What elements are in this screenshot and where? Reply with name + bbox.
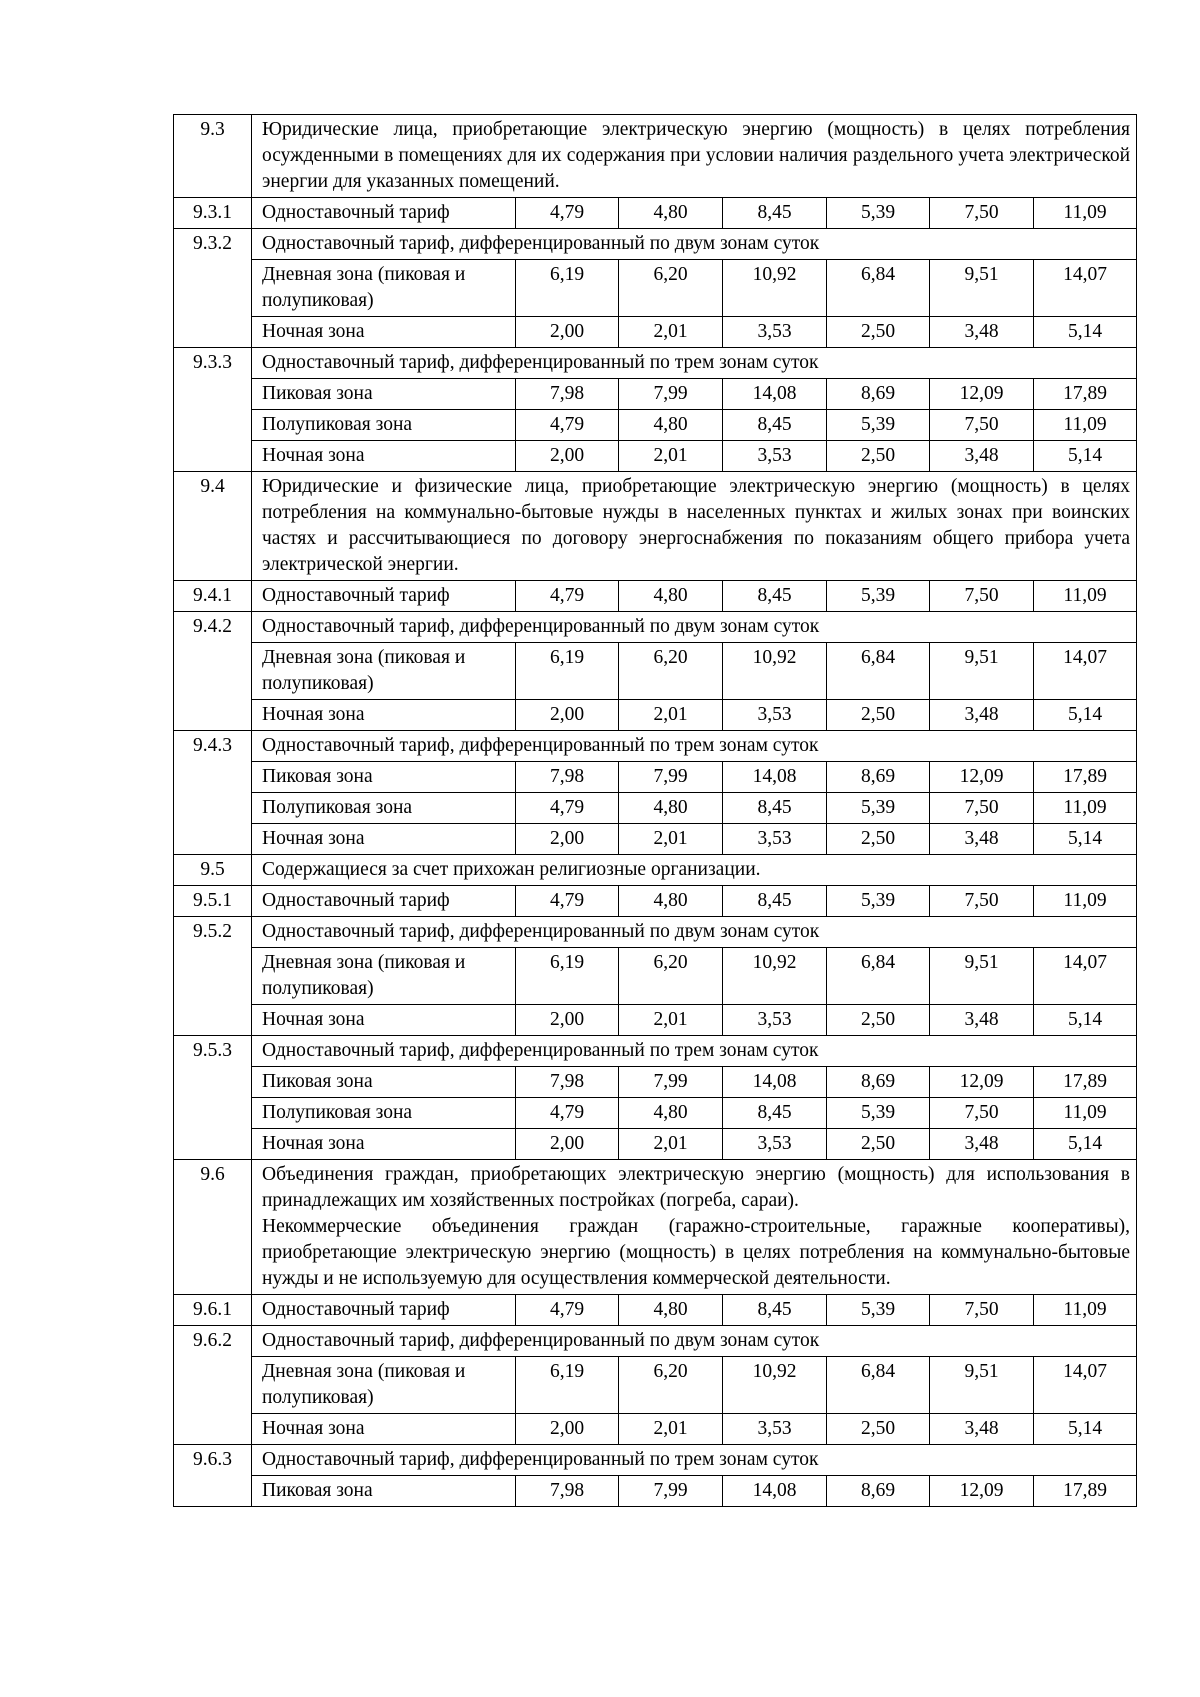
section-code: 9.3 (174, 115, 252, 198)
zone-value: 2,01 (619, 824, 723, 855)
tariff-value: 7,50 (930, 581, 1034, 612)
tariff-value: 4,79 (516, 886, 619, 917)
zone-row (174, 441, 1137, 472)
zone-value: 3,48 (930, 1414, 1034, 1445)
zone-value: 5,39 (827, 793, 930, 824)
tariff-code: 9.6.2 (174, 1326, 252, 1445)
zone-value: 7,50 (930, 1098, 1034, 1129)
tariff-group-label: Одноставочный тариф, дифференцированный по трем зонам суток (252, 348, 1137, 379)
zone-value: 11,09 (1034, 793, 1137, 824)
zone-label: Ночная зона (252, 824, 516, 855)
zone-value: 11,09 (1034, 1098, 1137, 1129)
zone-value: 6,20 (619, 1357, 723, 1414)
zone-value: 4,80 (619, 793, 723, 824)
zone-value: 7,98 (516, 1067, 619, 1098)
zone-value: 14,07 (1034, 948, 1137, 1005)
zone-value: 3,53 (723, 317, 827, 348)
zone-value: 6,84 (827, 260, 930, 317)
description-paragraph: Юридические и физические лица, приобретающие электрическую энергию (мощность) в целях потребления на коммунально-бытовые нужды в населенных пунктах и жилых зонах при воинских частях и рассчитывающиеся по договору энергоснабжения по показаниям общего прибора учета электрической энергии. (262, 476, 1131, 575)
zone-value: 17,89 (1034, 1476, 1137, 1507)
zone-value: 6,20 (619, 948, 723, 1005)
tariff-code: 9.4.1 (174, 581, 252, 612)
tariff-code: 9.5.1 (174, 886, 252, 917)
zone-value: 3,48 (930, 1129, 1034, 1160)
zone-value: 7,98 (516, 379, 619, 410)
zone-row (174, 1098, 1137, 1129)
zone-row (174, 379, 1137, 410)
section-code: 9.6 (174, 1160, 252, 1295)
zone-value: 7,50 (930, 410, 1034, 441)
tariff-label: Одноставочный тариф (252, 1295, 516, 1326)
zone-value: 8,69 (827, 379, 930, 410)
tariff-value: 4,79 (516, 1295, 619, 1326)
zone-value: 2,50 (827, 824, 930, 855)
zone-value: 3,53 (723, 700, 827, 731)
zone-value: 2,01 (619, 1005, 723, 1036)
zone-label: Ночная зона (252, 1129, 516, 1160)
zone-value: 12,09 (930, 1067, 1034, 1098)
tariff-group-label: Одноставочный тариф, дифференцированный по трем зонам суток (252, 1036, 1137, 1067)
zone-label: Пиковая зона (252, 1067, 516, 1098)
zone-value: 9,51 (930, 1357, 1034, 1414)
zone-value: 17,89 (1034, 1067, 1137, 1098)
zone-value: 7,99 (619, 1476, 723, 1507)
section-code: 9.5 (174, 855, 252, 886)
zone-value: 14,07 (1034, 260, 1137, 317)
zone-value: 6,84 (827, 1357, 930, 1414)
tariff-value: 8,45 (723, 581, 827, 612)
tariff-value: 5,39 (827, 198, 930, 229)
zone-label: Дневная зона (пиковая и полупиковая) (252, 260, 516, 317)
zone-value: 6,19 (516, 643, 619, 700)
zone-row (174, 1357, 1137, 1414)
tariff-row (174, 731, 1137, 762)
tariff-value: 11,09 (1034, 198, 1137, 229)
zone-label: Полупиковая зона (252, 1098, 516, 1129)
tariff-group-label: Одноставочный тариф, дифференцированный по трем зонам суток (252, 1445, 1137, 1476)
zone-value: 2,50 (827, 1005, 930, 1036)
tariff-code: 9.4.3 (174, 731, 252, 855)
zone-value: 9,51 (930, 643, 1034, 700)
zone-value: 3,53 (723, 824, 827, 855)
zone-value: 5,14 (1034, 441, 1137, 472)
tariff-label: Одноставочный тариф (252, 198, 516, 229)
zone-label: Полупиковая зона (252, 410, 516, 441)
tariff-group-label: Одноставочный тариф, дифференцированный по трем зонам суток (252, 731, 1137, 762)
zone-value: 8,69 (827, 762, 930, 793)
zone-value: 5,14 (1034, 1129, 1137, 1160)
tariff-group-label: Одноставочный тариф, дифференцированный по двум зонам суток (252, 229, 1137, 260)
tariff-table (173, 114, 1137, 1507)
zone-row (174, 260, 1137, 317)
zone-value: 12,09 (930, 1476, 1034, 1507)
tariff-group-label: Одноставочный тариф, дифференцированный по двум зонам суток (252, 1326, 1137, 1357)
zone-value: 5,39 (827, 1098, 930, 1129)
tariff-group-label: Одноставочный тариф, дифференцированный по двум зонам суток (252, 917, 1137, 948)
zone-value: 4,79 (516, 1098, 619, 1129)
tariff-row (174, 886, 1137, 917)
section-row (174, 472, 1137, 581)
zone-value: 3,48 (930, 824, 1034, 855)
tariff-label: Одноставочный тариф (252, 886, 516, 917)
tariff-value: 11,09 (1034, 1295, 1137, 1326)
zone-value: 2,01 (619, 441, 723, 472)
zone-value: 2,50 (827, 1414, 930, 1445)
zone-value: 10,92 (723, 1357, 827, 1414)
zone-value: 2,01 (619, 317, 723, 348)
tariff-code: 9.6.3 (174, 1445, 252, 1507)
tariff-code: 9.5.2 (174, 917, 252, 1036)
zone-value: 2,00 (516, 1129, 619, 1160)
zone-value: 7,99 (619, 379, 723, 410)
zone-value: 10,92 (723, 948, 827, 1005)
tariff-value: 11,09 (1034, 886, 1137, 917)
zone-label: Пиковая зона (252, 762, 516, 793)
zone-value: 14,07 (1034, 1357, 1137, 1414)
description-paragraph: Объединения граждан, приобретающих электрическую энергию (мощность) для использования в принадлежащих им хозяйственных постройках (погреба, сараи). (262, 1164, 1131, 1211)
zone-row (174, 948, 1137, 1005)
zone-value: 9,51 (930, 948, 1034, 1005)
section-description (252, 472, 1137, 581)
zone-label: Пиковая зона (252, 379, 516, 410)
tariff-code: 9.6.1 (174, 1295, 252, 1326)
zone-value: 14,08 (723, 762, 827, 793)
zone-value: 5,14 (1034, 317, 1137, 348)
zone-value: 2,00 (516, 1414, 619, 1445)
zone-value: 5,14 (1034, 700, 1137, 731)
zone-value: 5,14 (1034, 824, 1137, 855)
zone-value: 2,01 (619, 1414, 723, 1445)
zone-value: 14,08 (723, 1067, 827, 1098)
zone-value: 7,98 (516, 1476, 619, 1507)
zone-value: 2,50 (827, 317, 930, 348)
zone-value: 4,79 (516, 793, 619, 824)
zone-row (174, 317, 1137, 348)
tariff-row (174, 1445, 1137, 1476)
tariff-value: 4,80 (619, 1295, 723, 1326)
description-paragraph: Юридические лица, приобретающие электрическую энергию (мощность) в целях потребления осужденными в помещениях для их содержания при условии наличия раздельного учета электрической энергии для указанных помещений. (262, 119, 1131, 192)
tariff-row (174, 1326, 1137, 1357)
zone-label: Дневная зона (пиковая и полупиковая) (252, 643, 516, 700)
zone-row (174, 1414, 1137, 1445)
tariff-row (174, 348, 1137, 379)
description-paragraph: Некоммерческие объединения граждан (гаражно-строительные, гаражные кооперативы), приобретающие электрическую энергию (мощность) в целях потребления на коммунально-бытовые нужды и не используемую для осуществления коммерческой деятельности. (262, 1216, 1131, 1289)
tariff-code: 9.3.2 (174, 229, 252, 348)
zone-row (174, 643, 1137, 700)
zone-value: 3,53 (723, 1129, 827, 1160)
tariff-value: 11,09 (1034, 581, 1137, 612)
zone-value: 6,20 (619, 643, 723, 700)
zone-value: 3,53 (723, 441, 827, 472)
tariff-row (174, 612, 1137, 643)
tariff-value: 7,50 (930, 198, 1034, 229)
tariff-group-label: Одноставочный тариф, дифференцированный по двум зонам суток (252, 612, 1137, 643)
zone-value: 17,89 (1034, 762, 1137, 793)
tariff-value: 7,50 (930, 1295, 1034, 1326)
zone-row (174, 410, 1137, 441)
zone-label: Ночная зона (252, 1005, 516, 1036)
tariff-value: 5,39 (827, 581, 930, 612)
zone-value: 5,14 (1034, 1414, 1137, 1445)
zone-value: 5,14 (1034, 1005, 1137, 1036)
zone-value: 10,92 (723, 643, 827, 700)
zone-value: 6,19 (516, 1357, 619, 1414)
section-row (174, 855, 1137, 886)
section-description (252, 855, 1137, 886)
zone-value: 6,84 (827, 948, 930, 1005)
zone-value: 2,01 (619, 700, 723, 731)
zone-value: 3,48 (930, 441, 1034, 472)
zone-label: Ночная зона (252, 317, 516, 348)
zone-value: 8,45 (723, 1098, 827, 1129)
tariff-value: 5,39 (827, 886, 930, 917)
section-code: 9.4 (174, 472, 252, 581)
zone-value: 3,48 (930, 317, 1034, 348)
tariff-value: 8,45 (723, 198, 827, 229)
zone-value: 6,19 (516, 260, 619, 317)
zone-value: 3,53 (723, 1005, 827, 1036)
zone-label: Полупиковая зона (252, 793, 516, 824)
tariff-code: 9.5.3 (174, 1036, 252, 1160)
zone-value: 7,99 (619, 1067, 723, 1098)
zone-value: 2,50 (827, 441, 930, 472)
tariff-row (174, 198, 1137, 229)
zone-row (174, 824, 1137, 855)
tariff-row (174, 229, 1137, 260)
description-paragraph: Содержащиеся за счет прихожан религиозные организации. (262, 859, 761, 880)
zone-value: 7,98 (516, 762, 619, 793)
zone-value: 5,39 (827, 410, 930, 441)
zone-value: 4,79 (516, 410, 619, 441)
zone-label: Дневная зона (пиковая и полупиковая) (252, 1357, 516, 1414)
zone-value: 12,09 (930, 762, 1034, 793)
tariff-label: Одноставочный тариф (252, 581, 516, 612)
tariff-value: 4,79 (516, 581, 619, 612)
zone-value: 8,69 (827, 1476, 930, 1507)
zone-value: 14,08 (723, 379, 827, 410)
zone-value: 2,01 (619, 1129, 723, 1160)
zone-row (174, 1476, 1137, 1507)
zone-value: 2,00 (516, 441, 619, 472)
tariff-code: 9.3.3 (174, 348, 252, 472)
zone-label: Дневная зона (пиковая и полупиковая) (252, 948, 516, 1005)
zone-value: 12,09 (930, 379, 1034, 410)
tariff-row (174, 581, 1137, 612)
zone-value: 4,80 (619, 410, 723, 441)
zone-row (174, 793, 1137, 824)
zone-value: 4,80 (619, 1098, 723, 1129)
tariff-value: 7,50 (930, 886, 1034, 917)
tariff-value: 4,80 (619, 581, 723, 612)
tariff-value: 5,39 (827, 1295, 930, 1326)
zone-value: 9,51 (930, 260, 1034, 317)
tariff-row (174, 1295, 1137, 1326)
tariff-code: 9.4.2 (174, 612, 252, 731)
zone-value: 11,09 (1034, 410, 1137, 441)
zone-value: 14,07 (1034, 643, 1137, 700)
zone-value: 10,92 (723, 260, 827, 317)
zone-row (174, 762, 1137, 793)
zone-value: 6,20 (619, 260, 723, 317)
zone-value: 7,50 (930, 793, 1034, 824)
zone-label: Ночная зона (252, 441, 516, 472)
zone-value: 8,45 (723, 410, 827, 441)
tariff-value: 4,79 (516, 198, 619, 229)
tariff-code: 9.3.1 (174, 198, 252, 229)
zone-value: 7,99 (619, 762, 723, 793)
zone-label: Ночная зона (252, 1414, 516, 1445)
zone-value: 3,53 (723, 1414, 827, 1445)
section-description (252, 1160, 1137, 1295)
zone-row (174, 1005, 1137, 1036)
zone-value: 3,48 (930, 1005, 1034, 1036)
section-row (174, 115, 1137, 198)
zone-value: 6,84 (827, 643, 930, 700)
zone-row (174, 1129, 1137, 1160)
zone-value: 2,00 (516, 317, 619, 348)
section-row (174, 1160, 1137, 1295)
zone-value: 2,00 (516, 824, 619, 855)
zone-value: 17,89 (1034, 379, 1137, 410)
zone-value: 2,50 (827, 700, 930, 731)
tariff-value: 8,45 (723, 1295, 827, 1326)
tariff-value: 4,80 (619, 198, 723, 229)
zone-value: 2,00 (516, 1005, 619, 1036)
tariff-row (174, 1036, 1137, 1067)
zone-value: 3,48 (930, 700, 1034, 731)
section-description (252, 115, 1137, 198)
tariff-value: 8,45 (723, 886, 827, 917)
zone-value: 2,50 (827, 1129, 930, 1160)
zone-value: 8,69 (827, 1067, 930, 1098)
zone-value: 8,45 (723, 793, 827, 824)
zone-row (174, 1067, 1137, 1098)
zone-row (174, 700, 1137, 731)
tariff-row (174, 917, 1137, 948)
zone-label: Пиковая зона (252, 1476, 516, 1507)
tariff-value: 4,80 (619, 886, 723, 917)
zone-value: 14,08 (723, 1476, 827, 1507)
zone-label: Ночная зона (252, 700, 516, 731)
zone-value: 2,00 (516, 700, 619, 731)
zone-value: 6,19 (516, 948, 619, 1005)
